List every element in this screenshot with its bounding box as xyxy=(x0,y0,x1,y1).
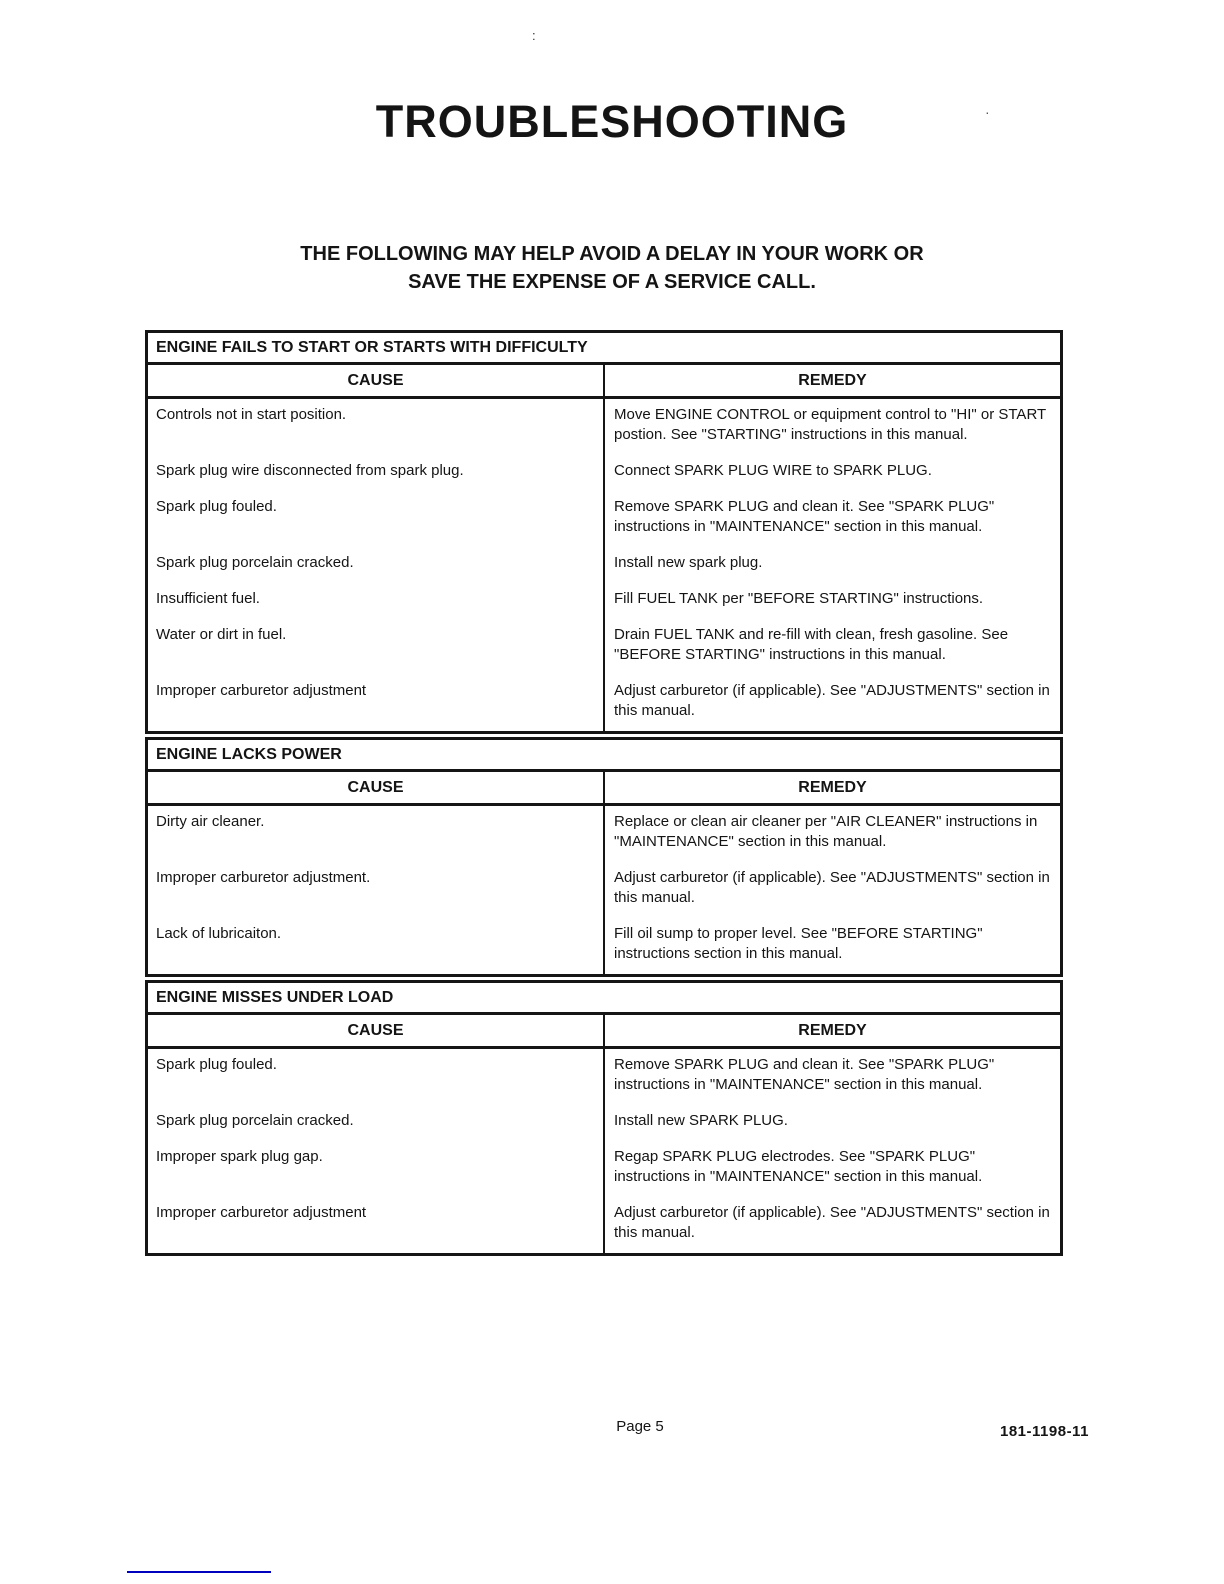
page-subtitle xyxy=(0,240,1224,296)
table-engine-lacks-power xyxy=(145,737,1063,977)
column-header-row xyxy=(148,365,1060,399)
column-header-cause: CAUSE xyxy=(347,779,404,796)
remedy-cell: Drain FUEL TANK and re-fill with clean, fresh gasoline. See "BEFORE STARTING" instructions in this manual. xyxy=(603,619,1060,675)
table-row xyxy=(148,1141,1060,1197)
remedy-cell: Adjust carburetor (if applicable). See "ADJUSTMENTS" section in this manual. xyxy=(603,1197,1060,1253)
table-row xyxy=(148,862,1060,918)
cause-cell: Spark plug fouled. xyxy=(156,1056,277,1073)
remedy-cell: Remove SPARK PLUG and clean it. See "SPARK PLUG" instructions in "MAINTENANCE" section in this manual. xyxy=(603,1049,1060,1105)
remedy-cell: Regap SPARK PLUG electrodes. See "SPARK PLUG" instructions in "MAINTENANCE" section in this manual. xyxy=(603,1141,1060,1197)
remedy-cell: Connect SPARK PLUG WIRE to SPARK PLUG. xyxy=(603,455,1060,491)
scan-artifact-dot: · xyxy=(985,104,990,120)
table-row xyxy=(148,491,1060,547)
cause-cell: Lack of lubricaiton. xyxy=(156,925,282,942)
footer-document-number: 181-1198-11 xyxy=(1000,1423,1089,1440)
column-header-remedy: REMEDY xyxy=(603,1015,1060,1046)
cause-cell: Dirty air cleaner. xyxy=(156,813,265,830)
table-row xyxy=(148,619,1060,675)
table-row xyxy=(148,399,1060,455)
footer-blue-line xyxy=(127,1571,271,1573)
cause-cell: Improper spark plug gap. xyxy=(156,1148,323,1165)
section-title: ENGINE MISSES UNDER LOAD xyxy=(148,983,1060,1015)
scan-artifact-colon: : xyxy=(532,28,536,43)
cause-cell: Improper carburetor adjustment. xyxy=(156,869,371,886)
table-row xyxy=(148,547,1060,583)
table-row xyxy=(148,675,1060,731)
subtitle-line-1: THE FOLLOWING MAY HELP AVOID A DELAY IN YOUR WORK OR xyxy=(300,243,924,265)
page-title: TROUBLESHOOTING xyxy=(375,96,849,147)
column-header-cause: CAUSE xyxy=(347,1022,404,1039)
section-title: ENGINE FAILS TO START OR STARTS WITH DIFFICULTY xyxy=(148,333,1060,365)
remedy-cell: Replace or clean air cleaner per "AIR CLEANER" instructions in "MAINTENANCE" section in this manual. xyxy=(603,806,1060,862)
column-header-row xyxy=(148,772,1060,806)
column-header-cause: CAUSE xyxy=(347,372,404,389)
remedy-cell: Adjust carburetor (if applicable). See "ADJUSTMENTS" section in this manual. xyxy=(603,675,1060,731)
remedy-cell: Adjust carburetor (if applicable). See "ADJUSTMENTS" section in this manual. xyxy=(603,862,1060,918)
column-header-remedy: REMEDY xyxy=(603,365,1060,396)
table-row xyxy=(148,1197,1060,1253)
table-row xyxy=(148,1049,1060,1105)
troubleshooting-tables xyxy=(145,330,1063,1259)
table-row xyxy=(148,806,1060,862)
remedy-cell: Fill oil sump to proper level. See "BEFORE STARTING" instructions section in this manual. xyxy=(603,918,1060,974)
subtitle-line-2: SAVE THE EXPENSE OF A SERVICE CALL. xyxy=(408,271,816,293)
table-row xyxy=(148,918,1060,974)
cause-cell: Spark plug porcelain cracked. xyxy=(156,1112,354,1129)
cause-cell: Controls not in start position. xyxy=(156,406,347,423)
section-title: ENGINE LACKS POWER xyxy=(148,740,1060,772)
cause-cell: Improper carburetor adjustment xyxy=(156,1204,367,1221)
remedy-cell: Install new spark plug. xyxy=(603,547,1060,583)
remedy-cell: Move ENGINE CONTROL or equipment control to "HI" or START postion. See "STARTING" instructions in this manual. xyxy=(603,399,1060,455)
cause-cell: Improper carburetor adjustment xyxy=(156,682,367,699)
cause-cell: Spark plug fouled. xyxy=(156,498,277,515)
remedy-cell: Install new SPARK PLUG. xyxy=(603,1105,1060,1141)
footer-page-number: Page 5 xyxy=(616,1418,664,1435)
cause-cell: Water or dirt in fuel. xyxy=(156,626,287,643)
cause-cell: Spark plug porcelain cracked. xyxy=(156,554,354,571)
remedy-cell: Fill FUEL TANK per "BEFORE STARTING" instructions. xyxy=(603,583,1060,619)
column-header-row xyxy=(148,1015,1060,1049)
table-row xyxy=(148,583,1060,619)
remedy-cell: Remove SPARK PLUG and clean it. See "SPARK PLUG" instructions in "MAINTENANCE" section in this manual. xyxy=(603,491,1060,547)
table-engine-misses-under-load xyxy=(145,980,1063,1256)
cause-cell: Spark plug wire disconnected from spark plug. xyxy=(156,462,464,479)
table-row xyxy=(148,455,1060,491)
table-row xyxy=(148,1105,1060,1141)
column-header-remedy: REMEDY xyxy=(603,772,1060,803)
cause-cell: Insufficient fuel. xyxy=(156,590,260,607)
table-engine-fails-to-start xyxy=(145,330,1063,734)
